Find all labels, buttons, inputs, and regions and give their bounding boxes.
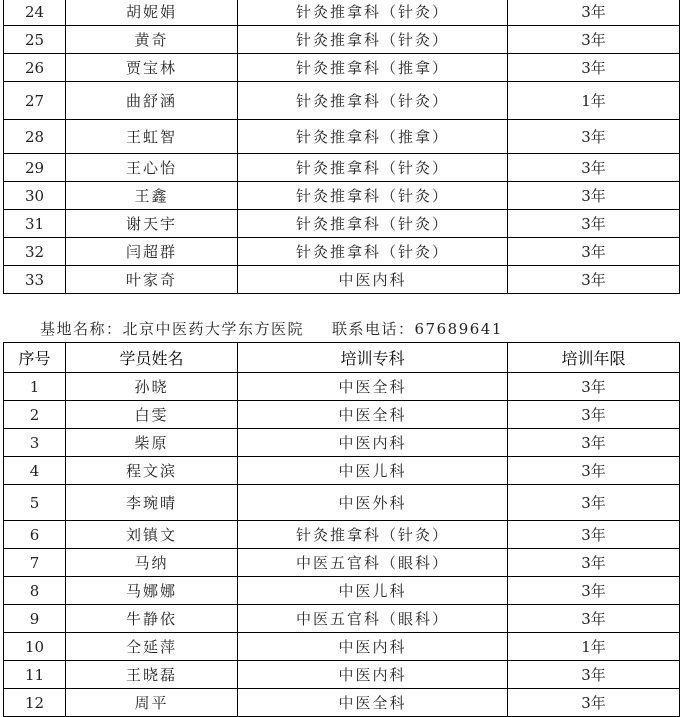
header-name: 学员姓名 — [66, 343, 238, 373]
cell-name: 仝延萍 — [66, 633, 238, 661]
cell-spec: 中医全科 — [238, 373, 508, 401]
cell-spec: 针灸推拿科（针灸） — [238, 210, 508, 238]
table-row — [4, 429, 680, 457]
cell-name: 马纳 — [66, 549, 238, 577]
cell-name: 曲舒涵 — [66, 82, 238, 120]
cell-spec: 中医内科 — [238, 429, 508, 457]
cell-spec: 中医内科 — [238, 633, 508, 661]
table-row — [4, 633, 680, 661]
cell-name: 白雯 — [66, 401, 238, 429]
cell-spec: 中医内科 — [238, 266, 508, 294]
cell-spec: 针灸推拿科（针灸） — [238, 238, 508, 266]
cell-spec: 中医全科 — [238, 689, 508, 717]
cell-spec: 针灸推拿科（针灸） — [238, 521, 508, 549]
cell-no: 9 — [4, 605, 66, 633]
cell-spec: 针灸推拿科（针灸） — [238, 0, 508, 26]
table-row — [4, 182, 680, 210]
cell-no: 10 — [4, 633, 66, 661]
cell-years: 3年 — [508, 661, 680, 689]
header-no: 序号 — [4, 343, 66, 373]
table-row — [4, 485, 680, 521]
cell-no: 25 — [4, 26, 66, 54]
cell-no: 5 — [4, 485, 66, 521]
table-row — [4, 577, 680, 605]
header-spec: 培训专科 — [238, 343, 508, 373]
cell-years: 3年 — [508, 266, 680, 294]
cell-years: 1年 — [508, 82, 680, 120]
table-row — [4, 689, 680, 717]
cell-name: 胡妮娟 — [66, 0, 238, 26]
cell-spec: 针灸推拿科（推拿） — [238, 54, 508, 82]
cell-years: 3年 — [508, 401, 680, 429]
cell-years: 3年 — [508, 429, 680, 457]
cell-years: 3年 — [508, 154, 680, 182]
cell-name: 孙晓 — [66, 373, 238, 401]
cell-no: 3 — [4, 429, 66, 457]
cell-years: 3年 — [508, 26, 680, 54]
cell-spec: 中医五官科（眼科） — [238, 605, 508, 633]
table-row — [4, 266, 680, 294]
cell-name: 贾宝林 — [66, 54, 238, 82]
cell-name: 王鑫 — [66, 182, 238, 210]
cell-name: 叶家奇 — [66, 266, 238, 294]
table-row — [4, 154, 680, 182]
cell-spec: 针灸推拿科（针灸） — [238, 182, 508, 210]
trainee-table-continued — [3, 0, 680, 294]
table-row — [4, 521, 680, 549]
table-row — [4, 82, 680, 120]
table-row — [4, 661, 680, 689]
cell-no: 30 — [4, 182, 66, 210]
cell-spec: 中医外科 — [238, 485, 508, 521]
table-row — [4, 373, 680, 401]
cell-spec: 中医内科 — [238, 661, 508, 689]
cell-name: 闫超群 — [66, 238, 238, 266]
table-row — [4, 457, 680, 485]
cell-years: 3年 — [508, 54, 680, 82]
table-row — [4, 401, 680, 429]
header-years: 培训年限 — [508, 343, 680, 373]
cell-name: 周平 — [66, 689, 238, 717]
cell-no: 4 — [4, 457, 66, 485]
cell-years: 3年 — [508, 485, 680, 521]
cell-no: 11 — [4, 661, 66, 689]
cell-years: 3年 — [508, 238, 680, 266]
cell-name: 王心怡 — [66, 154, 238, 182]
cell-no: 24 — [4, 0, 66, 26]
cell-name: 黄奇 — [66, 26, 238, 54]
cell-no: 32 — [4, 238, 66, 266]
cell-name: 谢天宇 — [66, 210, 238, 238]
cell-name: 王虹智 — [66, 120, 238, 154]
cell-name: 牛静依 — [66, 605, 238, 633]
table-row — [4, 54, 680, 82]
cell-name: 刘镇文 — [66, 521, 238, 549]
cell-years: 3年 — [508, 605, 680, 633]
cell-spec: 针灸推拿科（针灸） — [238, 82, 508, 120]
base-info-line — [40, 318, 503, 339]
cell-spec: 中医五官科（眼科） — [238, 549, 508, 577]
table-row — [4, 0, 680, 26]
cell-years: 3年 — [508, 182, 680, 210]
cell-no: 26 — [4, 54, 66, 82]
cell-years: 3年 — [508, 457, 680, 485]
cell-spec: 针灸推拿科（推拿） — [238, 120, 508, 154]
cell-years: 3年 — [508, 689, 680, 717]
cell-years: 3年 — [508, 0, 680, 26]
base-name: 基地名称：北京中医药大学东方医院 — [40, 320, 305, 338]
cell-no: 29 — [4, 154, 66, 182]
cell-name: 程文滨 — [66, 457, 238, 485]
cell-spec: 中医儿科 — [238, 577, 508, 605]
base-phone: 联系电话：67689641 — [332, 320, 503, 338]
cell-no: 7 — [4, 549, 66, 577]
cell-no: 33 — [4, 266, 66, 294]
cell-spec: 针灸推拿科（针灸） — [238, 26, 508, 54]
table-row — [4, 26, 680, 54]
cell-name: 柴原 — [66, 429, 238, 457]
cell-no: 27 — [4, 82, 66, 120]
cell-spec: 中医全科 — [238, 401, 508, 429]
trainee-table-dongfang — [3, 342, 680, 717]
cell-name: 王晓磊 — [66, 661, 238, 689]
table-row — [4, 549, 680, 577]
cell-no: 28 — [4, 120, 66, 154]
cell-name: 李琬晴 — [66, 485, 238, 521]
cell-name: 马娜娜 — [66, 577, 238, 605]
table-header-row — [4, 343, 680, 373]
cell-years: 1年 — [508, 633, 680, 661]
cell-years: 3年 — [508, 577, 680, 605]
table-row — [4, 120, 680, 154]
cell-no: 6 — [4, 521, 66, 549]
cell-spec: 中医儿科 — [238, 457, 508, 485]
table-row — [4, 238, 680, 266]
cell-years: 3年 — [508, 120, 680, 154]
cell-years: 3年 — [508, 521, 680, 549]
cell-years: 3年 — [508, 549, 680, 577]
table-row — [4, 605, 680, 633]
cell-spec: 针灸推拿科（针灸） — [238, 154, 508, 182]
cell-no: 2 — [4, 401, 66, 429]
table-row — [4, 210, 680, 238]
cell-years: 3年 — [508, 373, 680, 401]
cell-no: 8 — [4, 577, 66, 605]
cell-no: 1 — [4, 373, 66, 401]
cell-years: 3年 — [508, 210, 680, 238]
cell-no: 31 — [4, 210, 66, 238]
cell-no: 12 — [4, 689, 66, 717]
